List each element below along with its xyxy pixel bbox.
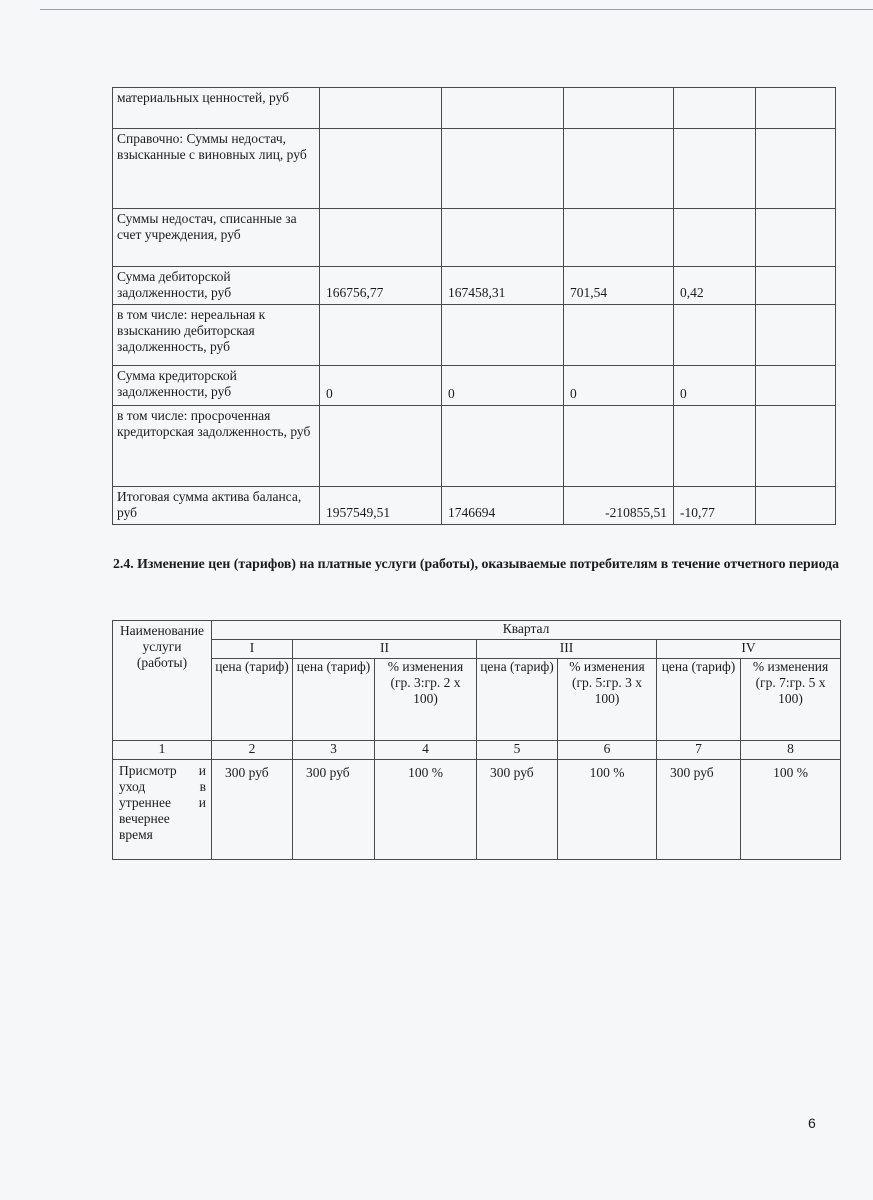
table-row bbox=[113, 305, 836, 366]
table-row bbox=[113, 406, 836, 487]
table-cell bbox=[320, 209, 442, 267]
percent-change-header: % изменения (гр. 7:гр. 5 х 100) bbox=[741, 659, 841, 741]
row-label: в том числе: просроченная кредиторская задолженность, руб bbox=[113, 406, 320, 487]
table-cell: 0 bbox=[442, 366, 564, 406]
table-cell bbox=[674, 305, 756, 366]
column-number: 8 bbox=[741, 741, 841, 760]
table-cell: 167458,31 bbox=[442, 267, 564, 305]
balance-indicators-table bbox=[112, 87, 836, 525]
table-cell bbox=[756, 487, 836, 525]
price-value: 300 руб bbox=[293, 760, 375, 860]
row-label: Итоговая сумма актива баланса, руб bbox=[113, 487, 320, 525]
table-row bbox=[113, 88, 836, 129]
row-label: Справочно: Суммы недостач, взысканные с виновных лиц, руб bbox=[113, 129, 320, 209]
price-header: цена (тариф) bbox=[477, 659, 558, 741]
table-cell bbox=[442, 88, 564, 129]
price-header: цена (тариф) bbox=[657, 659, 741, 741]
column-number: 2 bbox=[212, 741, 293, 760]
table-row bbox=[113, 129, 836, 209]
table-row bbox=[113, 267, 836, 305]
table-cell: 0,42 bbox=[674, 267, 756, 305]
percent-value: 100 % bbox=[375, 760, 477, 860]
table-cell: -210855,51 bbox=[564, 487, 674, 525]
percent-change-header: % изменения (гр. 3:гр. 2 х 100) bbox=[375, 659, 477, 741]
column-number: 4 bbox=[375, 741, 477, 760]
table-cell bbox=[756, 267, 836, 305]
percent-value: 100 % bbox=[558, 760, 657, 860]
row-label: Сумма дебиторской задолженности, руб bbox=[113, 267, 320, 305]
table-row bbox=[113, 209, 836, 267]
quarter-row bbox=[113, 640, 841, 659]
table-cell: 166756,77 bbox=[320, 267, 442, 305]
table-cell bbox=[756, 305, 836, 366]
subheader-row bbox=[113, 659, 841, 741]
row-label: материальных ценностей, руб bbox=[113, 88, 320, 129]
service-name: Присмотр и уход в утреннее и вечернее время bbox=[113, 760, 212, 860]
quarter-header: I bbox=[212, 640, 293, 659]
column-number: 1 bbox=[113, 741, 212, 760]
price-header: цена (тариф) bbox=[293, 659, 375, 741]
table-cell: -10,77 bbox=[674, 487, 756, 525]
table-cell bbox=[756, 366, 836, 406]
table-cell bbox=[674, 129, 756, 209]
price-value: 300 руб bbox=[657, 760, 741, 860]
table-cell bbox=[674, 88, 756, 129]
table-cell: 0 bbox=[674, 366, 756, 406]
row-label: Сумма кредиторской задолженности, руб bbox=[113, 366, 320, 406]
table-cell bbox=[756, 129, 836, 209]
table-cell bbox=[320, 406, 442, 487]
price-header: цена (тариф) bbox=[212, 659, 293, 741]
section-heading: 2.4. Изменение цен (тарифов) на платные услуги (работы), оказываемые потребителям в течение отчетного периода bbox=[112, 556, 840, 571]
service-name-header: Наименование услуги (работы) bbox=[113, 621, 212, 741]
page-number: 6 bbox=[808, 1115, 816, 1131]
table-cell bbox=[564, 88, 674, 129]
quarter-header: IV bbox=[657, 640, 841, 659]
percent-change-header: % изменения (гр. 5:гр. 3 х 100) bbox=[558, 659, 657, 741]
table-cell bbox=[564, 129, 674, 209]
quarter-header: II bbox=[293, 640, 477, 659]
table-cell bbox=[756, 209, 836, 267]
table-cell: 701,54 bbox=[564, 267, 674, 305]
table-row bbox=[113, 487, 836, 525]
price-changes-table bbox=[112, 620, 841, 860]
table-cell bbox=[564, 209, 674, 267]
table-cell: 1746694 bbox=[442, 487, 564, 525]
table-cell bbox=[674, 209, 756, 267]
table-cell bbox=[564, 305, 674, 366]
table-cell bbox=[442, 406, 564, 487]
price-value: 300 руб bbox=[212, 760, 293, 860]
table-cell bbox=[320, 129, 442, 209]
table-cell bbox=[320, 88, 442, 129]
column-number-row bbox=[113, 741, 841, 760]
table-cell bbox=[442, 129, 564, 209]
row-label: в том числе: нереальная к взысканию дебиторская задолженность, руб bbox=[113, 305, 320, 366]
table-cell bbox=[442, 305, 564, 366]
table-cell bbox=[674, 406, 756, 487]
table-cell: 0 bbox=[320, 366, 442, 406]
price-value: 300 руб bbox=[477, 760, 558, 860]
table-cell bbox=[564, 406, 674, 487]
table-row bbox=[113, 760, 841, 860]
table-cell bbox=[320, 305, 442, 366]
quarter-group-header: Квартал bbox=[212, 621, 841, 640]
table-cell bbox=[756, 406, 836, 487]
column-number: 6 bbox=[558, 741, 657, 760]
quarter-header: III bbox=[477, 640, 657, 659]
header-row bbox=[113, 621, 841, 640]
percent-value: 100 % bbox=[741, 760, 841, 860]
column-number: 5 bbox=[477, 741, 558, 760]
table-cell: 0 bbox=[564, 366, 674, 406]
row-label: Суммы недостач, списанные за счет учреждения, руб bbox=[113, 209, 320, 267]
column-number: 3 bbox=[293, 741, 375, 760]
column-number: 7 bbox=[657, 741, 741, 760]
table-cell bbox=[442, 209, 564, 267]
table-cell bbox=[756, 88, 836, 129]
table-row bbox=[113, 366, 836, 406]
table-cell: 1957549,51 bbox=[320, 487, 442, 525]
